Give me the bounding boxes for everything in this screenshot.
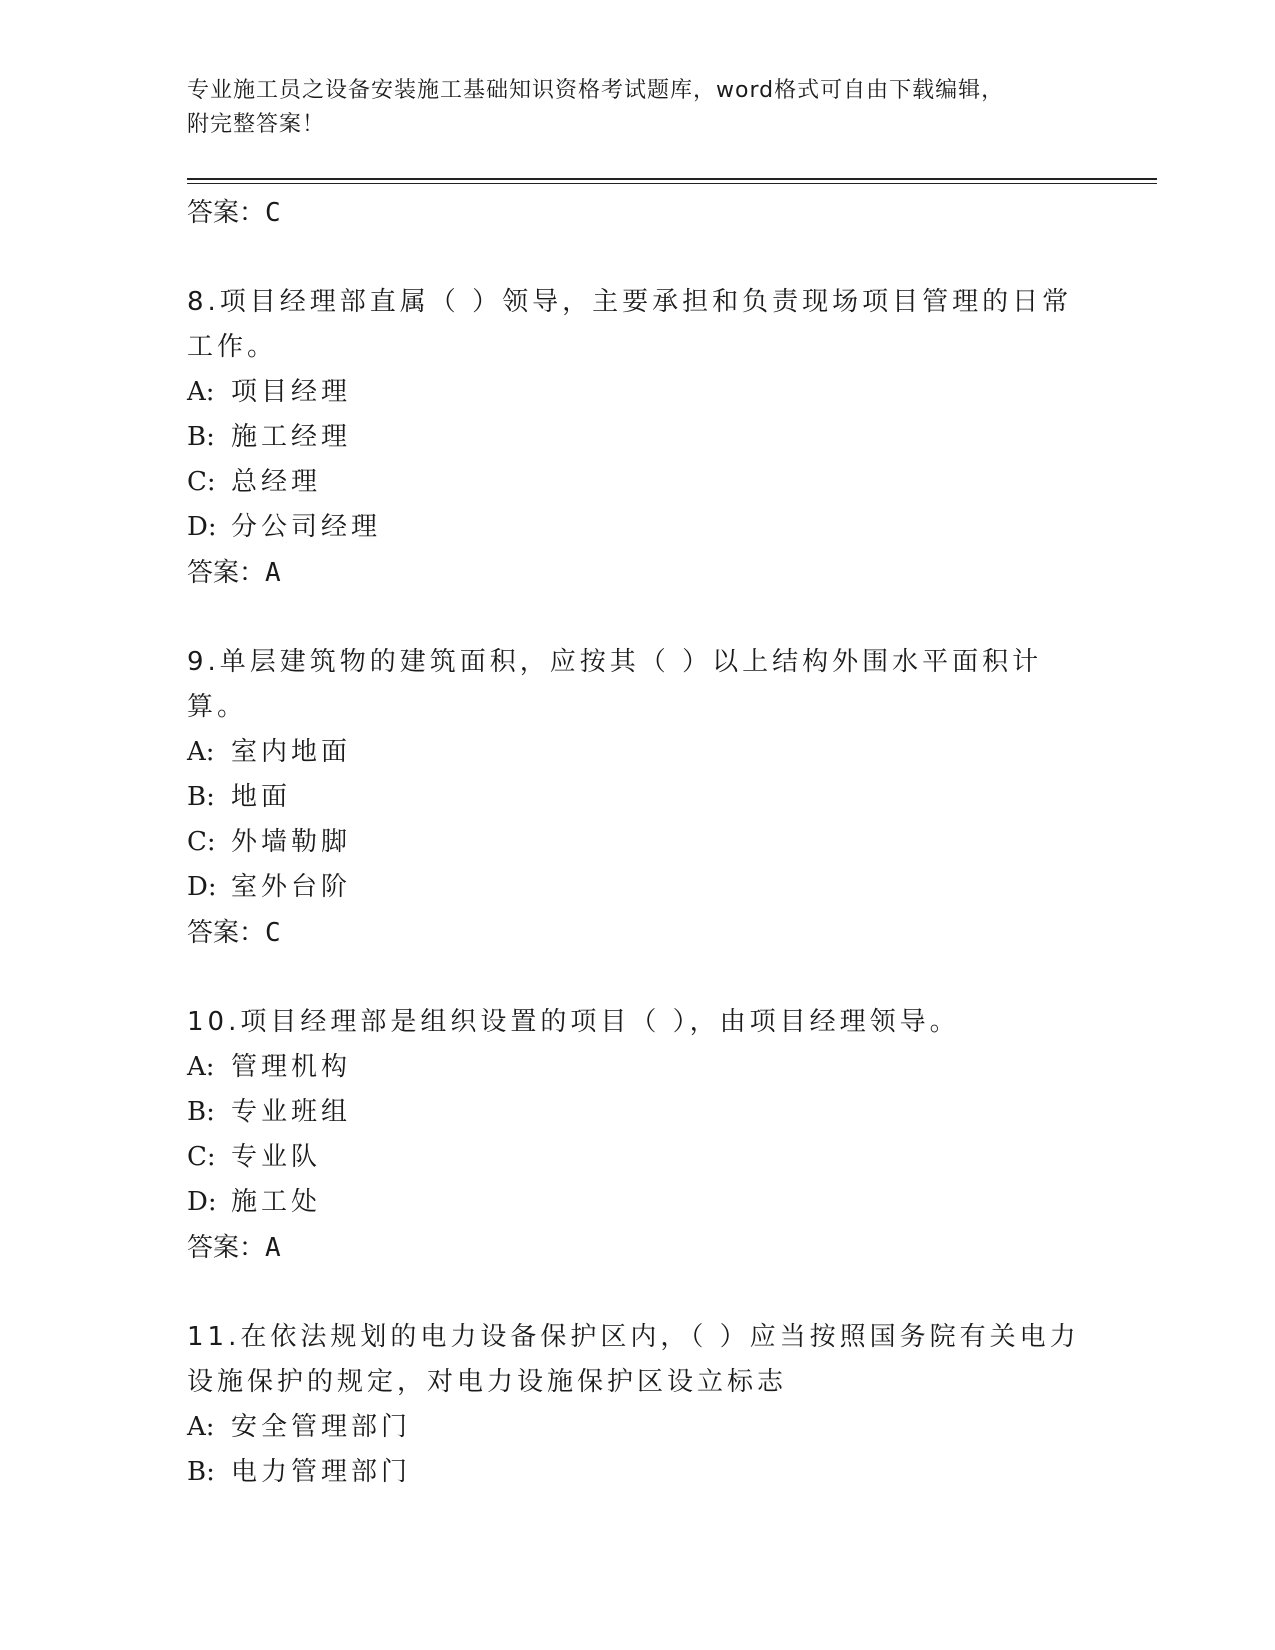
answer-label: 答案： [187, 1233, 266, 1263]
option-text: 施工处 [231, 1187, 322, 1217]
answer [187, 1225, 1087, 1271]
option-text: 专业班组 [231, 1097, 352, 1127]
option-letter: B: [187, 782, 215, 812]
option-letter: A: [187, 377, 215, 407]
question-text: 11.在依法规划的电力设备保护区内，（ ）应当按照国务院有关电力设施保护的规定，对电力设施保护区设立标志 [187, 1322, 1080, 1397]
option-letter: D: [187, 872, 217, 902]
answer-value: A [265, 1233, 281, 1263]
answer [187, 550, 1087, 596]
header-line-2: 附完整答案！ [187, 112, 326, 137]
option-c [187, 460, 1087, 505]
question-text: 9.单层建筑物的建筑面积，应按其（ ）以上结构外围水平面积计算。 [187, 647, 1043, 722]
question-11 [187, 1315, 1087, 1495]
header-divider-thin [187, 183, 1157, 184]
answer-value: A [265, 558, 281, 588]
question-9 [187, 640, 1087, 956]
option-c [187, 1135, 1087, 1180]
option-letter: A: [187, 1412, 215, 1442]
document-header [187, 74, 1087, 142]
option-d [187, 865, 1087, 910]
answer-label: 答案： [187, 198, 266, 228]
option-letter: B: [187, 1097, 215, 1127]
option-text: 管理机构 [231, 1052, 352, 1082]
option-text: 电力管理部门 [231, 1457, 412, 1487]
option-b [187, 775, 1087, 820]
option-a [187, 1045, 1087, 1090]
answer [187, 910, 1087, 956]
option-text: 安全管理部门 [231, 1412, 412, 1442]
option-text: 分公司经理 [231, 512, 382, 542]
option-text: 专业队 [231, 1142, 322, 1172]
question-text: 10.项目经理部是组织设置的项目（ ），由项目经理领导。 [187, 1007, 960, 1037]
option-letter: C: [187, 467, 216, 497]
option-c [187, 820, 1087, 865]
option-letter: B: [187, 1457, 215, 1487]
previous-answer [187, 190, 1087, 236]
option-a [187, 1405, 1087, 1450]
option-letter: B: [187, 422, 215, 452]
option-letter: C: [187, 827, 216, 857]
option-text: 室外台阶 [231, 872, 352, 902]
option-letter: D: [187, 1187, 217, 1217]
question-10 [187, 1000, 1087, 1271]
header-line-1: 专业施工员之设备安装施工基础知识资格考试题库，word格式可自由下载编辑， [187, 78, 1005, 103]
answer-label: 答案： [187, 558, 266, 588]
question-list [187, 190, 1087, 1495]
option-b [187, 1090, 1087, 1135]
option-letter: A: [187, 1052, 215, 1082]
option-a [187, 730, 1087, 775]
answer-value: C [265, 198, 281, 228]
answer-label: 答案： [187, 918, 266, 948]
option-text: 施工经理 [231, 422, 352, 452]
option-text: 项目经理 [231, 377, 352, 407]
option-d [187, 505, 1087, 550]
option-b [187, 415, 1087, 460]
option-letter: A: [187, 737, 215, 767]
option-a [187, 370, 1087, 415]
option-text: 室内地面 [231, 737, 352, 767]
option-b [187, 1450, 1087, 1495]
question-text: 8.项目经理部直属（ ）领导，主要承担和负责现场项目管理的日常工作。 [187, 287, 1073, 362]
option-letter: D: [187, 512, 217, 542]
option-text: 外墙勒脚 [231, 827, 352, 857]
question-8 [187, 280, 1087, 596]
answer-value: C [265, 918, 281, 948]
option-d [187, 1180, 1087, 1225]
option-text: 地面 [231, 782, 292, 812]
header-divider-thick [187, 178, 1157, 180]
option-letter: C: [187, 1142, 216, 1172]
option-text: 总经理 [231, 467, 322, 497]
